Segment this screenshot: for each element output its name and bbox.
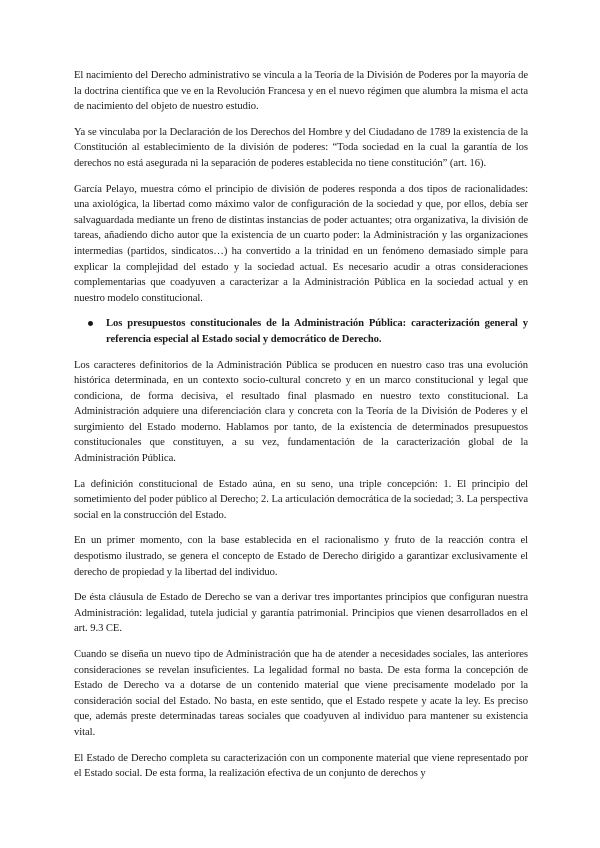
paragraph-garcia-pelayo: García Pelayo, muestra cómo el principio de división de poderes responda a dos tipos de racionalidades: una axiológica, la libertad como máximo valor de configuración de la sociedad y que, por ellos, debía ser salvaguardada mediante un freno de distintas instancias de poder actuantes; otra organizativa, la división de tareas, añadiendo dicho autor que la existencia de un cuarto poder: la Administración y las organizaciones intermedias (partidos, sindicatos…) ha convertido a la trinidad en un fenómeno demasiado simple para explicar la complejidad del estado y la sociedad actual. Es necesario acudir a otras consideraciones complementarias que coadyuven a caracterizar a la Administración Pública en la sociedad actual y en nuestro modelo constitucional. bbox=[74, 183, 528, 304]
paragraph-estado-social: El Estado de Derecho completa su caracterización con un componente material que viene representado por el Estado social. De esta forma, la realización efectiva de un conjunto de derechos y bbox=[74, 752, 528, 780]
paragraph-division-poderes: El nacimiento del Derecho administrativo se vincula a la Teoría de la División de Poderes por la mayoría de la doctrina científica que ve en la Revolución Francesa y en el nuevo régimen que alumbra la misma el acta de nacimiento del objeto de nuestro estudio. bbox=[74, 70, 528, 113]
paragraph-caracteres-definitorios: Los caracteres definitorios de la Administración Pública se producen en nuestro caso tras una evolución histórica determinada, en un contexto socio-cultural concreto y en un marco constitucional y legal que condiciona, de forma decisiva, el resultado final plasmado en nuestro texto constitucional. La Administración adquiere una diferenciación clara y concreta con la Teoría de la División de Poderes y el surgimiento del Estado moderno. Hablamos por tanto, de la existencia de determinados presupuestos constitucionales que constituyen, a su vez, fundamentación de la caracterización global de la Administración Pública. bbox=[74, 359, 528, 465]
section-heading: Los presupuestos constitucionales de la Administración Pública: caracterización general y referencia especial al Estado social y democrático de Derecho. bbox=[106, 318, 528, 345]
paragraph-declaracion-derechos: Ya se vinculaba por la Declaración de los Derechos del Hombre y del Ciudadano de 1789 la existencia de la Constitución al establecimiento de la división de poderes: “Toda sociedad en la cual la garantía de los derechos no está asegurada ni la separación de poderes establecida no tiene constitución” (art. 16). bbox=[74, 126, 528, 169]
bullet-heading bbox=[74, 316, 528, 347]
paragraph-clausula-estado-derecho: De ésta cláusula de Estado de Derecho se van a derivar tres importantes principios que configuran nuestra Administración: legalidad, tutela judicial y garantía patrimonial. Principios que vienen desarrollados en el art. 9.3 CE. bbox=[74, 592, 528, 635]
bullet-dot-icon bbox=[88, 321, 93, 326]
paragraph-primer-momento: En un primer momento, con la base establecida en el racionalismo y fruto de la reacción contra el despotismo ilustrado, se genera el concepto de Estado de Derecho dirigido a garantizar exclusivamente el derecho de propiedad y la libertad del individuo. bbox=[74, 535, 528, 578]
paragraph-nuevo-tipo-administracion: Cuando se diseña un nuevo tipo de Administración que ha de atender a necesidades sociales, las anteriores consideraciones se revelan insuficientes. La legalidad formal no basta. De esta forma la concepción de Estado de Derecho va a dotarse de un contenido material que viene precisamente modelado por la consideración social del Estado. No basta, en este sentido, que el Estado respete y acate la ley. Es preciso que, además preste determinadas tareas sociales que coadyuven al individuo para mantener su existencia vital. bbox=[74, 649, 528, 738]
paragraph-definicion-constitucional: La definición constitucional de Estado aúna, en su seno, una triple concepción: 1. El principio del sometimiento del poder público al Derecho; 2. La articulación democrática de la sociedad; 3. La perspectiva social en la construcción del Estado. bbox=[74, 478, 528, 521]
